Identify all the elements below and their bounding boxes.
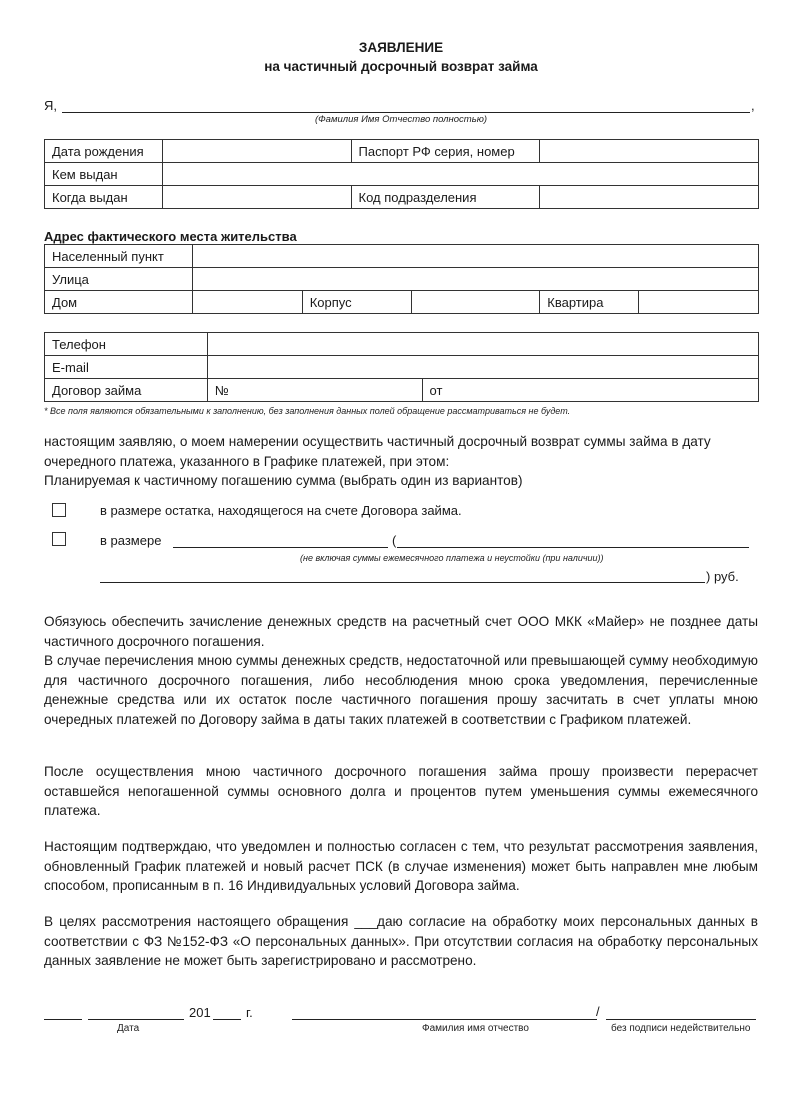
date-year-field[interactable] — [213, 1019, 241, 1020]
year-prefix: 201 — [189, 1005, 211, 1020]
email-label: E-mail — [45, 356, 208, 379]
statement-line-3: Планируемая к частичному погашению сумма (выбрать один из вариантов) — [44, 473, 523, 488]
date-day-field[interactable] — [44, 1019, 82, 1020]
birth-date-label: Дата рождения — [45, 140, 163, 163]
consent-text-after: даю согласие на обработку моих персональных данных в соответствии с ФЗ №152-ФЗ «О персональных данных». При отсутствии согласия на обработку персональных данных заявление не может быть зарегистрировано и рассмотрено. — [44, 914, 758, 968]
table-row — [45, 186, 759, 209]
email-field[interactable] — [207, 356, 758, 379]
division-code-field[interactable] — [540, 186, 759, 209]
signature-slash: / — [596, 1004, 600, 1019]
required-fields-footnote: * Все поля являются обязательными к заполнению, без заполнения данных полей обращение рассматриваться не будет. — [44, 406, 571, 416]
amount-words-field[interactable] — [397, 547, 749, 548]
phone-field[interactable] — [207, 333, 758, 356]
table-row — [45, 291, 759, 314]
street-field[interactable] — [192, 268, 758, 291]
applicant-name-hint: (Фамилия Имя Отчество полностью) — [314, 114, 488, 125]
table-row — [45, 245, 759, 268]
amount-words-continuation-field[interactable] — [100, 582, 705, 583]
option-remaining-balance-checkbox[interactable] — [52, 503, 66, 517]
division-code-label: Код подразделения — [351, 186, 540, 209]
passport-table — [44, 139, 759, 209]
applicant-prefix: Я, — [44, 98, 57, 113]
phone-label: Телефон — [45, 333, 208, 356]
table-row — [45, 333, 759, 356]
street-label: Улица — [45, 268, 193, 291]
issued-by-label: Кем выдан — [45, 163, 163, 186]
passport-label: Паспорт РФ серия, номер — [351, 140, 540, 163]
applicant-suffix: , — [751, 98, 755, 113]
table-row — [45, 163, 759, 186]
date-month-field[interactable] — [88, 1019, 184, 1020]
option-custom-amount-label: в размере — [100, 533, 162, 548]
birth-date-field[interactable] — [162, 140, 351, 163]
address-table — [44, 244, 759, 314]
contract-number-label: № — [214, 382, 229, 398]
amount-digits-field[interactable] — [173, 547, 388, 548]
consent-blank-field[interactable]: ___ — [354, 914, 378, 929]
amount-words-open-paren: ( — [392, 533, 397, 548]
house-field[interactable] — [192, 291, 302, 314]
table-row — [45, 140, 759, 163]
contract-date-field[interactable] — [422, 379, 758, 402]
table-row — [45, 379, 759, 402]
address-heading: Адрес фактического места жительства — [44, 229, 297, 244]
issue-date-label: Когда выдан — [45, 186, 163, 209]
issued-by-field[interactable] — [162, 163, 758, 186]
table-row — [45, 356, 759, 379]
recalculation-paragraph: После осуществления мною частичного досрочного погашения займа прошу произвести перерасчет оставшейся непогашенной суммы основного долга и процентов путем уменьшения суммы ежемесячного платежа. — [44, 764, 758, 818]
building-label: Корпус — [302, 291, 411, 314]
option-remaining-balance-label: в размере остатка, находящегося на счете Договора займа. — [100, 503, 462, 518]
issue-date-field[interactable] — [162, 186, 351, 209]
full-name-label: Фамилия имя отчество — [422, 1023, 529, 1034]
overpayment-paragraph: В случае перечисления мною суммы денежных средств, недостаточной или превышающей сумму необходимую для частичного досрочного погашения, либо несоблюдения мною срока уведомления, перечисленные денежные средства или их остаток после частичного погашения прошу засчитать в счет уплаты мною очередных платежей по Договору займа в даты таких платежей в соответствии с Графиком платежей. — [44, 653, 758, 727]
currency-suffix: ) руб. — [706, 569, 739, 584]
consent-text-before: В целях рассмотрения настоящего обращения — [44, 914, 355, 929]
option-custom-amount-checkbox[interactable] — [52, 532, 66, 546]
apartment-field[interactable] — [639, 291, 759, 314]
document-subtitle: на частичный досрочный возврат займа — [264, 59, 538, 74]
table-row — [45, 268, 759, 291]
locality-field[interactable] — [192, 245, 758, 268]
contract-number-field[interactable] — [207, 379, 422, 402]
obligation-paragraph: Обязуюсь обеспечить зачисление денежных средств на расчетный счет ООО МКК «Майер» не позднее даты частичного досрочного погашения. — [44, 614, 758, 649]
contract-date-label: от — [429, 382, 443, 398]
apartment-label: Квартира — [540, 291, 639, 314]
statement-line-2: очередного платежа, указанного в Графике платежей, при этом: — [44, 454, 450, 469]
date-label: Дата — [117, 1023, 140, 1034]
notification-consent-paragraph: Настоящим подтверждаю, что уведомлен и полностью согласен с тем, что результат рассмотрения заявления, обновленный График платежей и новый расчет ПСК (в случае изменения) может быть направлен мне любым способом, прописанным в п. 16 Индивидуальных условий Договора займа. — [44, 839, 758, 893]
full-name-field[interactable] — [292, 1019, 597, 1020]
document-title: ЗАЯВЛЕНИЕ — [358, 40, 444, 55]
statement-line-1: настоящим заявляю, о моем намерении осуществить частичный досрочный возврат суммы займа в дату — [44, 434, 711, 449]
signature-field[interactable] — [606, 1019, 756, 1020]
contract-label: Договор займа — [45, 379, 208, 402]
personal-data-consent-paragraph — [44, 912, 758, 971]
amount-hint: (не включая суммы ежемесячного платежа и неустойки (при наличии)) — [300, 553, 604, 563]
house-label: Дом — [45, 291, 193, 314]
locality-label: Населенный пункт — [45, 245, 193, 268]
contacts-table — [44, 332, 759, 402]
year-suffix: г. — [246, 1005, 253, 1020]
building-field[interactable] — [411, 291, 540, 314]
passport-field[interactable] — [540, 140, 759, 163]
applicant-name-field[interactable] — [62, 112, 750, 113]
signature-label: без подписи недействительно — [611, 1023, 751, 1034]
